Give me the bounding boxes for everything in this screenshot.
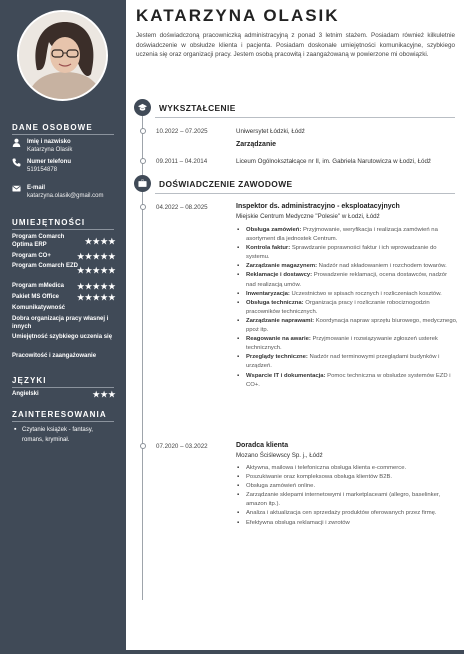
skill-name: Umiejętność szybkiego uczenia się: [12, 334, 113, 340]
duty-text: Analiza i aktualizacja cen sprzedaży produktów oferowanych przez firmę.: [246, 510, 437, 517]
duty-item: [236, 372, 458, 390]
experience-section-title: DOŚWIADCZENIE ZAWODOWE: [159, 179, 293, 189]
timeline-dot: [140, 204, 146, 210]
divider: [12, 134, 114, 135]
timeline-line: [142, 116, 143, 176]
duty-text: Przyjmowanie, weryfikacja i realizacja zamówień na asortyment dla jednostek Centrum.: [246, 227, 438, 243]
personal-email-label: E-mail: [27, 185, 46, 191]
duty-heading: Reagowanie na awarie:: [246, 336, 311, 343]
duty-text: Efektywna obsługa reklamacji i zwrotów: [246, 519, 350, 526]
sidebar: [0, 0, 126, 654]
timeline-line: [142, 190, 143, 600]
personal-email-value: katarzyna.olasik@gmail.com: [27, 193, 104, 199]
profile-summary: Jestem doświadczoną pracowniczką administracyjną z ponad 3 letnim stażem. Posiadam również kilkuletnie doświadczenie w obsłudze klienta i pacjenta. Posiadam doskonałe umiejętności komunikacyjne, szybkiego uczenia się oraz organizacji pracy. Jestem osobą pracowitą i zaangażowaną w powierzone mi obowiązki.: [136, 32, 455, 59]
interests-section-title: ZAINTERESOWANIA: [12, 410, 107, 419]
section-rule: [155, 117, 455, 118]
skill-name: Komunikatywność: [12, 305, 66, 311]
skill-name: Pracowitość i zaangażowanie: [12, 353, 97, 359]
skill-rating: ★★★★: [84, 237, 116, 246]
duty-text: Sprawdzanie poprawności faktur i ich wprowadzanie do systemu.: [246, 245, 437, 261]
skill-rating: ★★★★★: [77, 252, 116, 261]
duties-list: [236, 464, 458, 528]
duty-item: [236, 464, 458, 473]
duty-item: [236, 482, 458, 491]
education-section-icon: [134, 99, 151, 116]
duty-heading: Wsparcie IT i dokumentacja:: [246, 372, 326, 379]
skill-item: [12, 316, 120, 331]
personal-name-label: Imię i nazwisko: [27, 139, 71, 145]
duty-heading: Przeglądy techniczne:: [246, 354, 308, 361]
divider: [12, 421, 114, 422]
education-date: 09.2011 – 04.2014: [156, 158, 208, 165]
personal-phone-value: 519154878: [27, 167, 58, 173]
skill-name: Dobra organizacja pracy własnej i innych: [12, 316, 109, 330]
skill-item: [12, 334, 120, 342]
skill-item: [12, 294, 120, 302]
duty-text: Aktywna, mailowa i telefoniczna obsługa klienta e-commerce.: [246, 465, 407, 471]
divider: [12, 229, 114, 230]
duty-text: Uczestnictwo w spisach rocznych i rozliczeniach kosztów.: [289, 290, 442, 297]
duty-item: [236, 244, 458, 262]
languages-section-title: JĘZYKI: [12, 376, 47, 385]
experience-section-icon: [134, 175, 151, 192]
duty-heading: Obsługa zamówień:: [246, 227, 302, 233]
education-section-title: WYKSZTAŁCENIE: [159, 103, 236, 113]
duty-text: Przyjmowanie i rozwiązywanie zgłoszeń usterek technicznych.: [246, 336, 438, 352]
experience-company: Miejskie Centrum Medyczne "Polesie" w Łodzi, Łódź: [236, 213, 380, 220]
language-rating: ★★★: [92, 390, 116, 399]
duty-text: Obsługa zamówień online.: [246, 483, 316, 490]
duty-item: [236, 317, 458, 335]
duty-item: [236, 290, 458, 299]
main-content: [126, 0, 464, 654]
experience-date: 07.2020 – 03.2022: [156, 443, 208, 450]
duty-item: [236, 262, 458, 271]
skill-item: [12, 283, 120, 291]
education-field: Zarządzanie: [236, 141, 277, 148]
skill-name: Program CO+: [12, 253, 51, 259]
skill-item: [12, 263, 120, 275]
duty-heading: Obsługa techniczna:: [246, 299, 304, 306]
skill-name: Program Comarch Optima ERP: [12, 234, 65, 248]
profile-photo: [17, 10, 108, 101]
duty-item: [236, 491, 458, 509]
skill-item: [12, 353, 120, 361]
timeline-dot: [140, 443, 146, 449]
duty-heading: Zarządzanie naprawami:: [246, 317, 315, 324]
personal-section-title: DANE OSOBOWE: [12, 123, 93, 132]
duties-list: [236, 226, 458, 390]
duty-heading: Zarządzanie magazynem:: [246, 263, 318, 270]
divider: [12, 387, 114, 388]
skill-rating: ★★★★★: [77, 282, 116, 291]
phone-icon: [12, 158, 21, 167]
skill-item: [12, 305, 120, 313]
page-title: KATARZYNA OLASIK: [136, 6, 340, 25]
duty-item: [236, 226, 458, 244]
personal-phone-label: Numer telefonu: [27, 159, 72, 165]
education-school: Uniwersytet Łódzki, Łódź: [236, 128, 305, 135]
experience-date: 04.2022 – 08.2025: [156, 204, 208, 211]
skill-item: [12, 253, 120, 261]
briefcase-icon: [138, 179, 147, 188]
duty-item: [236, 353, 458, 371]
duty-item: [236, 299, 458, 317]
duty-heading: Kontrola faktur:: [246, 245, 291, 252]
graduation-cap-icon: [138, 103, 147, 112]
duty-heading: Inwentaryzacja:: [246, 290, 290, 297]
bottom-bar: [126, 650, 464, 654]
personal-name-value: Katarzyna Olasik: [27, 147, 73, 153]
experience-position: Inspektor ds. administracyjno - eksploatacyjnych: [236, 203, 400, 210]
skills-section-title: UMIEJĘTNOŚCI: [12, 218, 86, 227]
timeline-dot: [140, 158, 146, 164]
skill-name: Program mMedica: [12, 283, 65, 289]
duty-text: Prowadzenie reklamacji, ocena dostawców, nadzór nad realizacją umów.: [246, 272, 448, 288]
duty-item: [236, 473, 458, 482]
duty-text: Zarządzanie sklepami internetowymi i marketplaceami (allegro, baselinker, amazon itp.).: [246, 492, 441, 508]
duty-item: [236, 519, 458, 528]
timeline-dot: [140, 128, 146, 134]
avatar: [19, 12, 108, 101]
user-icon: [12, 138, 21, 147]
mail-icon: [12, 184, 21, 193]
duty-text: Nadzór nad składowaniem i rozchodem towarów.: [317, 263, 447, 270]
experience-position: Doradca klienta: [236, 442, 289, 449]
interest-item: ▪ Czytanie książek - fantasy, romans, kryminał.: [12, 425, 112, 445]
section-rule: [155, 193, 455, 194]
skill-rating: ★★★★★: [77, 266, 116, 275]
skill-item: [12, 234, 120, 249]
duty-item: [236, 509, 458, 518]
skill-rating: ★★★★★: [77, 293, 116, 302]
duty-heading: Reklamacje i dostawcy:: [246, 272, 313, 279]
duty-text: Pomoc techniczna w obsłudze systemów EZD i CO+.: [246, 372, 451, 388]
duty-text: Koordynacja napraw sprzętu biurowego, medycznego, ppoż itp.: [246, 317, 458, 334]
skill-name: Pakiet MS Office: [12, 294, 60, 300]
duty-text: Poszukiwanie oraz kompleksowa obsługa klientów B2B.: [246, 474, 393, 481]
duty-text: Organizacja pracy i rozliczanie robociznogodzin pracowników technicznych.: [246, 299, 430, 315]
language-item: [12, 391, 120, 399]
duty-item: [236, 271, 458, 289]
duty-item: [236, 335, 458, 353]
language-name: Angielski: [12, 391, 39, 397]
education-school: Liceum Ogólnokształcące nr II, im. Gabriela Narutowicza w Łodzi, Łódź: [236, 158, 431, 165]
skill-name: Program Comarch EZD: [12, 263, 79, 269]
duty-text: Nadzór nad terminowymi przeglądami budynków i urządzeń.: [246, 354, 440, 370]
experience-company: Mozano Ściślewscy Sp. j., Łódź: [236, 452, 323, 459]
education-date: 10.2022 – 07.2025: [156, 128, 208, 135]
